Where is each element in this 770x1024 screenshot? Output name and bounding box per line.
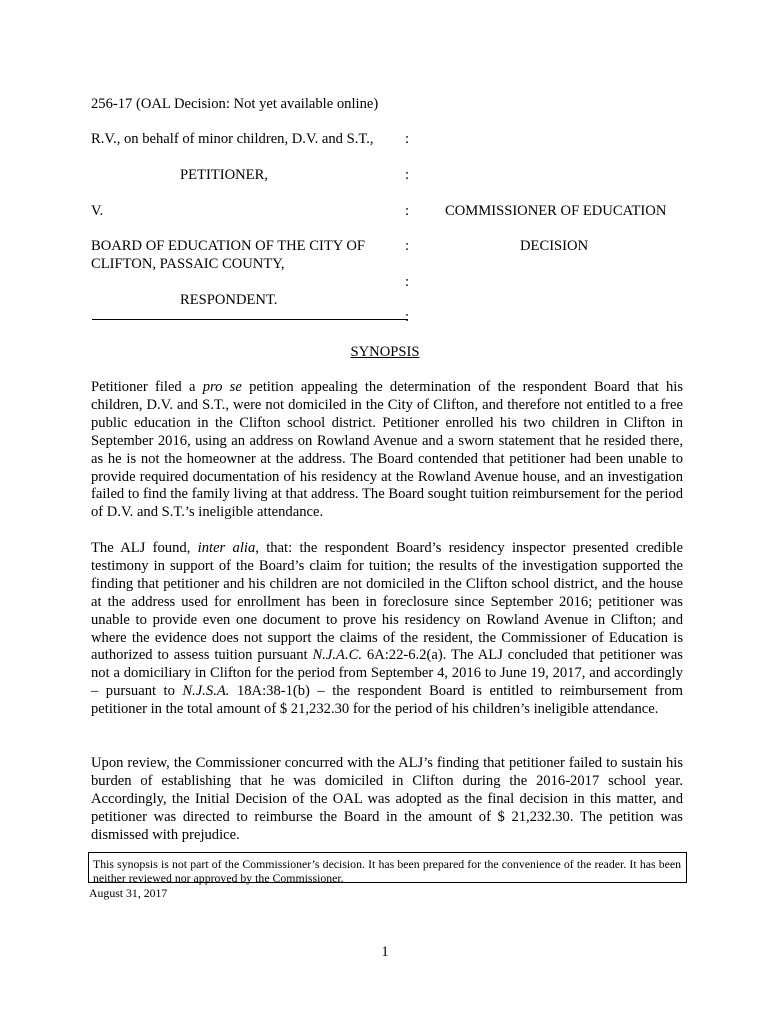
synopsis-paragraph-1: Petitioner filed a pro se petition appealing the determination of the respondent Board that his children, D.V. and S.T., were not domiciled in the City of Clifton, and therefore not entitled to a free public education in the Clifton school district. Petitioner enrolled his two children in Clifton in September 2016, using an address on Rowland Avenue and a sworn statement that he resided there, as he is not the homeowner at the address. The Board contended that petitioner had been unable to provide required documentation of his residency at the Rowland Avenue house, and an investigation failed to find the family living at that address. The Board sought tuition reimbursement for the period of D.V. and S.T.’s ineligible attendance. [91, 379, 683, 521]
decision-date: August 31, 2017 [89, 886, 168, 900]
caption-colon: : [405, 238, 410, 254]
docket-line: 256-17 (OAL Decision: Not yet available online) [91, 96, 379, 112]
caption-colon: : [405, 309, 410, 325]
page-number: 1 [381, 944, 389, 960]
synopsis-paragraph-3: Upon review, the Commissioner concurred with the ALJ’s finding that petitioner failed to sustain his burden of establishing that he was domiciled in Clifton during the 2016-2017 school year. Accordingly, the Initial Decision of the OAL was adopted as the final decision in this matter, and petitioner was directed to reimburse the Board in the amount of $ 21,232.30. The petition was dismissed with prejudice. [91, 755, 683, 843]
caption-colon: : [405, 274, 410, 290]
caption-respondent-role: RESPONDENT. [180, 292, 278, 308]
synopsis-disclaimer: This synopsis is not part of the Commissioner’s decision. It has been prepared for the convenience of the reader. It has been neither reviewed nor approved by the Commissioner. [88, 852, 687, 883]
caption-respondent-line1: BOARD OF EDUCATION OF THE CITY OF [91, 238, 366, 254]
caption-petitioner: R.V., on behalf of minor children, D.V. and S.T., [91, 131, 374, 147]
synopsis-title: SYNOPSIS [350, 344, 420, 360]
caption-colon: : [405, 131, 410, 147]
caption-colon: : [405, 203, 410, 219]
synopsis-paragraph-2: The ALJ found, inter alia, that: the respondent Board’s residency inspector presented credible testimony in support of the Board’s claim for tuition; the results of the investigation supported the finding that petitioner and his children are not domiciled in the Clifton school district, and the house at the address used for enrollment has been in foreclosure since September 2016; petitioner was unable to provide even one document to prove his residency on Rowland Avenue in Clifton; and where the evidence does not support the claims of the resident, the Commissioner of Education is authorized to assess tuition pursuant N.J.A.C. 6A:22-6.2(a). The ALJ concluded that petitioner was not a domiciliary in Clifton for the period from September 4, 2016 to June 19, 2017, and accordingly – pursuant to N.J.S.A. 18A:38-1(b) – the respondent Board is entitled to reimbursement from petitioner in the total amount of $ 21,232.30 for the period of his children’s ineligible attendance. [91, 540, 683, 718]
caption-versus: V. [91, 203, 104, 219]
caption-respondent-line2: CLIFTON, PASSAIC COUNTY, [91, 256, 285, 272]
caption-rule [92, 319, 408, 320]
caption-colon: : [405, 167, 410, 183]
caption-decision: DECISION [520, 238, 589, 254]
caption-petitioner-role: PETITIONER, [180, 167, 268, 183]
caption-agency: COMMISSIONER OF EDUCATION [445, 203, 667, 219]
